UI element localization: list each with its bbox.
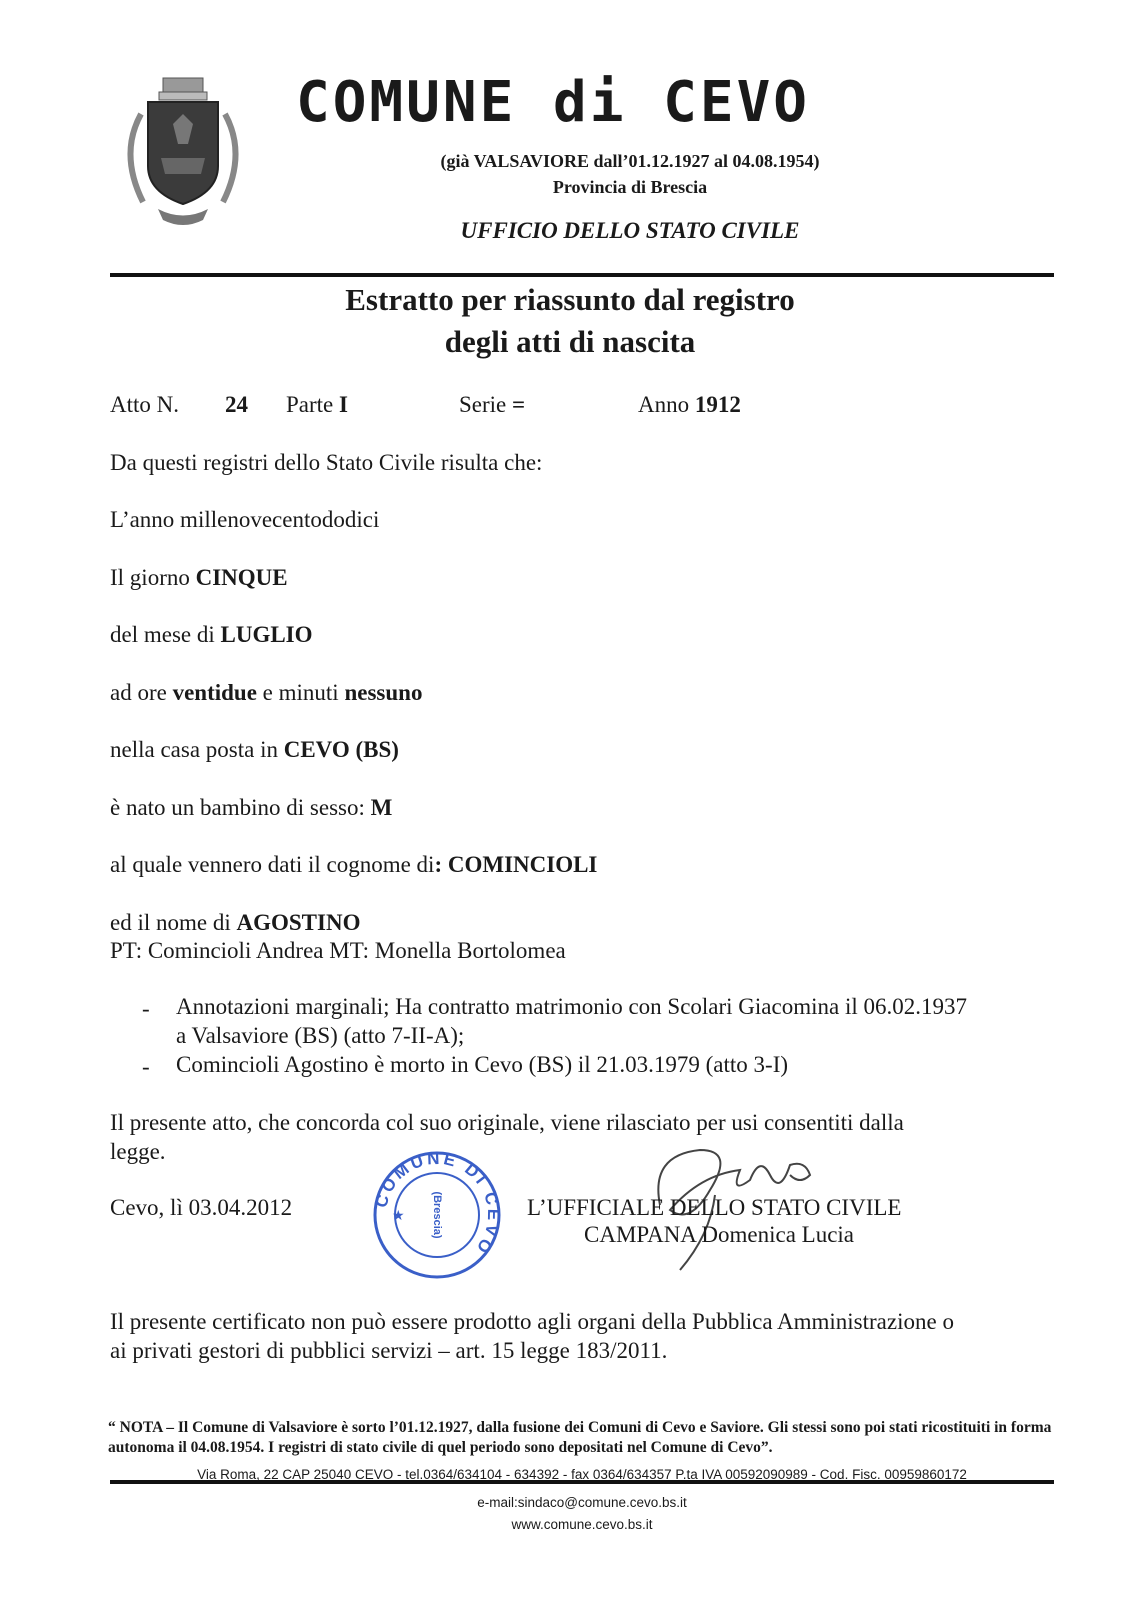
former-name-subtitle: (già VALSAVIORE dall’01.12.1927 al 04.08.1954) xyxy=(440,151,820,171)
coat-of-arms-crest xyxy=(113,74,253,232)
casa-value: CEVO (BS) xyxy=(283,737,399,762)
nome-label: ed il nome di xyxy=(110,910,231,935)
municipality-title: COMUNE di CEVO xyxy=(296,70,811,135)
document-title xyxy=(210,279,930,363)
stamp-center-text: (Brescia) xyxy=(431,1191,443,1239)
mese-label: del mese di xyxy=(110,622,215,647)
place-date: Cevo, lì 03.04.2012 xyxy=(110,1195,293,1220)
history-note: “ NOTA – Il Comune di Valsaviore è sorto l’01.12.1927, dalla fusione dei Comuni di Cevo e Saviore. Gli stessi sono poi stati ricostituiti in forma autonoma il 04.08.1954. I registri di stato civile di quel periodo sono depositati nel Comune di Cevo”. xyxy=(108,1419,1052,1456)
serie-field xyxy=(459,392,525,418)
annotation-line1: Annotazioni marginali; Ha contratto matrimonio con Scolari Giacomina il 06.02.1937 xyxy=(176,994,967,1019)
parents-line: PT: Comincioli Andrea MT: Monella Bortolomea xyxy=(110,938,566,963)
nome-line xyxy=(110,910,360,936)
office-name: UFFICIO DELLO STATO CIVILE xyxy=(460,218,800,243)
annotation-bullet: - xyxy=(142,996,150,1021)
cognome-label: al quale vennero dati il cognome di xyxy=(110,852,435,877)
serie-value: = xyxy=(512,392,526,417)
footer-website: www.comune.cevo.bs.it xyxy=(511,1517,653,1532)
annotation-bullet: - xyxy=(142,1054,150,1079)
sesso-line xyxy=(110,795,392,821)
cognome-line xyxy=(110,852,597,878)
anno-text: L’anno millenovecentododici xyxy=(110,507,380,532)
mese-line xyxy=(110,622,313,648)
casa-label: nella casa posta in xyxy=(110,737,278,762)
ore-label: ad ore xyxy=(110,680,167,705)
parte-value: I xyxy=(339,392,348,417)
atto-label: Atto N. xyxy=(110,392,179,417)
giorno-line xyxy=(110,565,288,591)
statement-line1: Il presente atto, che concorda col suo originale, viene rilasciato per usi consentiti dalla xyxy=(110,1110,904,1135)
official-stamp xyxy=(370,1148,504,1282)
intro-text: Da questi registri dello Stato Civile risulta che: xyxy=(110,450,543,475)
anno-field xyxy=(638,392,741,418)
anno-value: 1912 xyxy=(694,392,741,417)
sesso-label: è nato un bambino di sesso: xyxy=(110,795,365,820)
mese-value: LUGLIO xyxy=(220,622,313,647)
parte-field xyxy=(286,392,348,418)
anno-label: Anno xyxy=(638,392,690,417)
sesso-value: M xyxy=(370,795,393,820)
minuti-value: nessuno xyxy=(344,680,423,705)
stamp-ring-text: COMUNE DI CEVO xyxy=(371,1148,504,1260)
certificate-note-line2: ai privati gestori di pubblici servizi – art. 15 legge 183/2011. xyxy=(110,1338,668,1363)
footer-email: e-mail:sindaco@comune.cevo.bs.it xyxy=(477,1495,687,1510)
giorno-label: Il giorno xyxy=(110,565,190,590)
annotation-line2: a Valsaviore (BS) (atto 7-II-A); xyxy=(176,1023,465,1048)
document-title-line1: Estratto per riassunto dal registro xyxy=(345,282,795,317)
province-subtitle: Provincia di Brescia xyxy=(552,177,708,197)
document-title-line2: degli atti di nascita xyxy=(444,324,696,359)
header-divider xyxy=(110,273,1054,277)
annotation-line3: Comincioli Agostino è morto in Cevo (BS) il 21.03.1979 (atto 3-I) xyxy=(176,1052,789,1077)
atto-value: 24 xyxy=(225,392,248,417)
minuti-label: e minuti xyxy=(262,680,339,705)
officer-title: L’UFFICIALE DELLO STATO CIVILE xyxy=(527,1195,902,1220)
footer-address: Via Roma, 22 CAP 25040 CEVO - tel.0364/634104 - 634392 - fax 0364/634357 P.ta IVA 00592090989 - Cod. Fisc. 00959860172 xyxy=(197,1467,967,1482)
nome-value: AGOSTINO xyxy=(236,910,361,935)
ore-line xyxy=(110,680,422,706)
cognome-value: : COMINCIOLI xyxy=(434,852,598,877)
ore-value: ventidue xyxy=(172,680,257,705)
statement-line2: legge. xyxy=(110,1139,166,1164)
serie-label: Serie xyxy=(459,392,507,417)
certificate-note-line1: Il presente certificato non può essere prodotto agli organi della Pubblica Amministrazione o xyxy=(110,1309,954,1334)
svg-text:★: ★ xyxy=(392,1209,405,1224)
officer-name: CAMPANA Domenica Lucia xyxy=(584,1222,855,1247)
parte-label: Parte xyxy=(286,392,334,417)
casa-line xyxy=(110,737,399,763)
giorno-value: CINQUE xyxy=(195,565,288,590)
